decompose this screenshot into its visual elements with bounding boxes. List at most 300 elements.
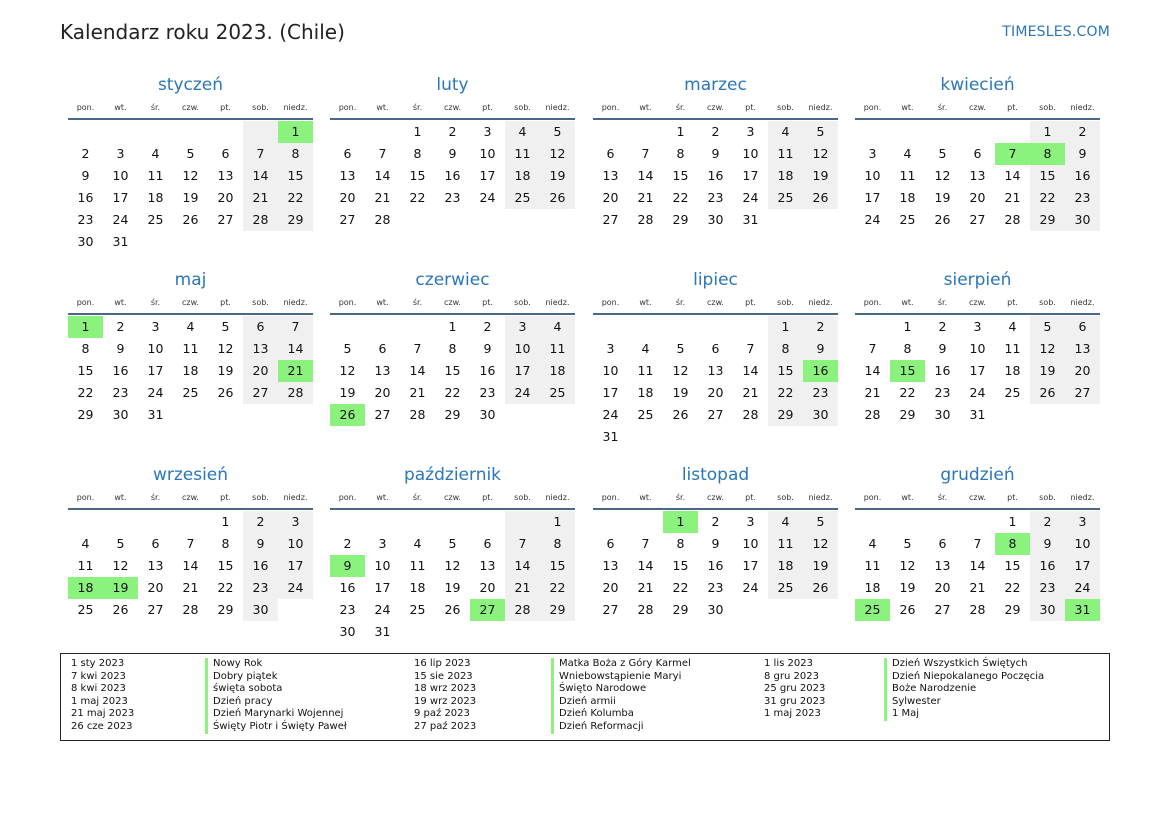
day-cell: 9 (483, 341, 492, 356)
day-cell: 12 (672, 363, 689, 378)
day-cell: 29 (444, 407, 461, 422)
day-cell: 7 (378, 146, 387, 161)
day-cell: 23 (243, 577, 278, 599)
day-cell: 20 (969, 190, 986, 205)
day-cell: 30 (77, 234, 94, 249)
day-cell: 31 (374, 624, 391, 639)
weekday-label: wt. (376, 493, 389, 502)
month-divider (330, 118, 575, 120)
day-cell: 12 (112, 558, 129, 573)
day-cell: 20 (934, 580, 951, 595)
weekday-label: pon. (601, 298, 620, 307)
day-cell: 8 (540, 533, 575, 555)
day-cell: 16 (707, 168, 724, 183)
day-cell: 7 (243, 143, 278, 165)
day-cell: 5 (343, 341, 352, 356)
day-cell: 11 (864, 558, 881, 573)
day-cell: 13 (479, 558, 496, 573)
day-cell: 17 (1065, 555, 1100, 577)
holiday-day-cell: 27 (470, 599, 505, 621)
weekday-label: niedz. (545, 493, 570, 502)
day-cell: 5 (903, 536, 912, 551)
day-cell: 29 (217, 602, 234, 617)
legend-holiday-name: Nowy Rok (205, 658, 347, 671)
day-cell: 3 (973, 319, 982, 334)
legend-names-column (884, 658, 1044, 721)
day-cell: 26 (672, 407, 689, 422)
month-name: marzec (684, 75, 747, 95)
legend-date: 18 wrz 2023 (414, 683, 477, 695)
day-cell: 24 (864, 212, 881, 227)
day-cell: 21 (637, 580, 654, 595)
day-cell: 10 (505, 338, 540, 360)
day-cell: 1 (540, 511, 575, 533)
day-cell: 2 (343, 536, 352, 551)
month-name: lipiec (693, 270, 738, 290)
day-cell: 15 (217, 558, 234, 573)
day-cell: 13 (243, 338, 278, 360)
weekday-label: śr. (150, 298, 161, 307)
day-cell: 24 (374, 602, 391, 617)
weekday-label: sob. (252, 298, 269, 307)
day-cell: 26 (182, 212, 199, 227)
day-cell: 21 (637, 190, 654, 205)
day-cell: 9 (711, 536, 720, 551)
legend-dates-column (414, 658, 476, 734)
month-name: wrzesień (152, 465, 229, 485)
day-cell: 31 (742, 212, 759, 227)
day-cell: 8 (768, 338, 803, 360)
day-cell: 13 (707, 363, 724, 378)
day-cell: 24 (742, 190, 759, 205)
holiday-day-cell: 31 (1065, 599, 1100, 621)
weekend-blank-cell (243, 121, 278, 143)
day-cell: 10 (742, 146, 759, 161)
weekday-label: sob. (1039, 103, 1056, 112)
month-name: luty (436, 75, 469, 95)
day-cell: 6 (151, 536, 160, 551)
day-cell: 5 (186, 146, 195, 161)
day-cell: 17 (969, 363, 986, 378)
weekday-label: śr. (675, 493, 686, 502)
weekday-label: śr. (412, 103, 423, 112)
day-cell: 3 (151, 319, 160, 334)
weekday-label: sob. (252, 103, 269, 112)
day-cell: 26 (217, 385, 234, 400)
month-divider (68, 508, 313, 510)
day-cell: 19 (182, 190, 199, 205)
weekday-label: pon. (338, 103, 357, 112)
day-cell: 9 (116, 341, 125, 356)
weekday-label: śr. (412, 298, 423, 307)
weekday-label: czw. (969, 298, 986, 307)
legend-holiday-name: Dzień Kolumba (551, 708, 691, 721)
day-cell: 10 (278, 533, 313, 555)
day-cell: 14 (182, 558, 199, 573)
day-cell: 4 (903, 146, 912, 161)
day-cell: 3 (746, 124, 755, 139)
day-cell: 2 (483, 319, 492, 334)
legend-holiday-name: Święty Piotr i Święty Paweł (205, 721, 347, 734)
day-cell: 30 (707, 602, 724, 617)
day-cell: 20 (479, 580, 496, 595)
day-cell: 16 (77, 190, 94, 205)
legend-date: 1 maj 2023 (764, 708, 821, 720)
day-cell: 5 (540, 121, 575, 143)
day-cell: 15 (540, 555, 575, 577)
day-cell: 11 (147, 168, 164, 183)
day-cell: 14 (374, 168, 391, 183)
day-cell: 13 (147, 558, 164, 573)
day-cell: 25 (182, 385, 199, 400)
legend-date: 1 maj 2023 (71, 695, 128, 707)
day-cell: 27 (1065, 382, 1100, 404)
day-cell: 21 (505, 577, 540, 599)
legend-date: 21 maj 2023 (71, 708, 135, 720)
day-cell: 27 (374, 407, 391, 422)
day-cell: 25 (147, 212, 164, 227)
day-cell: 2 (81, 146, 90, 161)
day-cell: 23 (339, 602, 356, 617)
holiday-day-cell: 15 (890, 360, 925, 382)
day-cell: 2 (243, 511, 278, 533)
day-cell: 16 (707, 558, 724, 573)
legend-holiday-name: Dobry piątek (205, 671, 347, 684)
weekday-label: wt. (376, 298, 389, 307)
weekday-label: niedz. (1070, 298, 1095, 307)
weekday-label: pon. (338, 493, 357, 502)
day-cell: 18 (409, 580, 426, 595)
day-cell: 28 (182, 602, 199, 617)
day-cell: 8 (448, 341, 457, 356)
day-cell: 24 (1065, 577, 1100, 599)
day-cell: 7 (186, 536, 195, 551)
day-cell: 4 (151, 146, 160, 161)
day-cell: 13 (374, 363, 391, 378)
day-cell: 27 (602, 212, 619, 227)
brand-link[interactable]: TIMESLES.COM (1002, 24, 1110, 40)
day-cell: 18 (182, 363, 199, 378)
weekday-label: pt. (220, 103, 231, 112)
weekday-label: niedz. (1070, 493, 1095, 502)
day-cell: 2 (1065, 121, 1100, 143)
weekday-label: czw. (444, 493, 461, 502)
day-cell: 27 (969, 212, 986, 227)
weekday-label: śr. (937, 493, 948, 502)
day-cell: 12 (899, 558, 916, 573)
day-cell: 27 (339, 212, 356, 227)
day-cell: 1 (221, 514, 230, 529)
day-cell: 15 (444, 363, 461, 378)
day-cell: 9 (243, 533, 278, 555)
day-cell: 22 (1004, 580, 1021, 595)
day-cell: 13 (602, 168, 619, 183)
day-cell: 25 (899, 212, 916, 227)
day-cell: 11 (768, 143, 803, 165)
day-cell: 4 (868, 536, 877, 551)
day-cell: 17 (374, 580, 391, 595)
day-cell: 3 (1065, 511, 1100, 533)
day-cell: 10 (374, 558, 391, 573)
day-cell: 7 (641, 536, 650, 551)
day-cell: 9 (938, 341, 947, 356)
weekday-label: pt. (482, 298, 493, 307)
day-cell: 3 (746, 514, 755, 529)
legend-holiday-name: święta sobota (205, 683, 347, 696)
legend-holiday-name: Wniebowstąpienie Maryi (551, 671, 691, 684)
day-cell: 29 (1030, 209, 1065, 231)
day-cell: 17 (112, 190, 129, 205)
day-cell: 23 (444, 190, 461, 205)
weekday-label: czw. (182, 493, 199, 502)
day-cell: 16 (479, 363, 496, 378)
holiday-day-cell: 1 (663, 511, 698, 533)
day-cell: 10 (742, 536, 759, 551)
day-cell: 26 (899, 602, 916, 617)
day-cell: 26 (803, 577, 838, 599)
weekday-label: czw. (707, 103, 724, 112)
day-cell: 14 (742, 363, 759, 378)
weekday-label: pon. (863, 103, 882, 112)
weekday-label: sob. (777, 493, 794, 502)
day-cell: 16 (339, 580, 356, 595)
day-cell: 11 (899, 168, 916, 183)
day-cell: 7 (746, 341, 755, 356)
legend-date: 26 cze 2023 (71, 720, 133, 732)
day-cell: 3 (505, 316, 540, 338)
day-cell: 17 (742, 558, 759, 573)
day-cell: 19 (540, 165, 575, 187)
legend-date: 15 sie 2023 (414, 670, 473, 682)
day-cell: 5 (676, 341, 685, 356)
day-cell: 20 (243, 360, 278, 382)
day-cell: 11 (182, 341, 199, 356)
day-cell: 4 (768, 511, 803, 533)
legend-holiday-name: Dzień Marynarki Wojennej (205, 708, 347, 721)
day-cell: 28 (374, 212, 391, 227)
holiday-day-cell: 8 (995, 533, 1030, 555)
legend-date: 16 lip 2023 (414, 658, 471, 669)
day-cell: 25 (768, 577, 803, 599)
legend-holiday-name: Dzień armii (551, 696, 691, 709)
day-cell: 1 (448, 319, 457, 334)
weekday-label: niedz. (808, 103, 833, 112)
day-cell: 29 (768, 404, 803, 426)
weekday-label: niedz. (808, 493, 833, 502)
holiday-day-cell: 1 (68, 316, 103, 338)
day-cell: 30 (112, 407, 129, 422)
day-cell: 22 (217, 580, 234, 595)
day-cell: 3 (868, 146, 877, 161)
day-cell: 2 (803, 316, 838, 338)
day-cell: 4 (768, 121, 803, 143)
day-cell: 5 (803, 121, 838, 143)
day-cell: 18 (1004, 363, 1021, 378)
day-cell: 14 (278, 338, 313, 360)
month-divider (68, 118, 313, 120)
day-cell: 9 (711, 146, 720, 161)
day-cell: 14 (243, 165, 278, 187)
day-cell: 31 (147, 407, 164, 422)
day-cell: 13 (969, 168, 986, 183)
day-cell: 24 (112, 212, 129, 227)
month-divider (68, 313, 313, 315)
day-cell: 16 (112, 363, 129, 378)
day-cell: 22 (77, 385, 94, 400)
day-cell: 13 (934, 558, 951, 573)
day-cell: 3 (378, 536, 387, 551)
day-cell: 4 (186, 319, 195, 334)
day-cell: 12 (339, 363, 356, 378)
day-cell: 25 (505, 187, 540, 209)
day-cell: 29 (672, 212, 689, 227)
day-cell: 17 (742, 168, 759, 183)
day-cell: 9 (1065, 143, 1100, 165)
day-cell: 20 (1065, 360, 1100, 382)
weekday-label: śr. (937, 103, 948, 112)
day-cell: 28 (243, 209, 278, 231)
day-cell: 25 (540, 382, 575, 404)
day-cell: 26 (803, 187, 838, 209)
day-cell: 21 (864, 385, 881, 400)
day-cell: 17 (479, 168, 496, 183)
weekday-label: czw. (707, 298, 724, 307)
weekday-label: pt. (1007, 103, 1018, 112)
day-cell: 1 (768, 316, 803, 338)
weekday-label: niedz. (283, 493, 308, 502)
day-cell: 3 (606, 341, 615, 356)
day-cell: 28 (969, 602, 986, 617)
holiday-day-cell: 8 (1030, 143, 1065, 165)
day-cell: 6 (243, 316, 278, 338)
day-cell: 28 (505, 599, 540, 621)
month-divider (330, 508, 575, 510)
day-cell: 22 (409, 190, 426, 205)
legend-holiday-name: 1 Maj (884, 708, 1044, 721)
day-cell: 28 (742, 407, 759, 422)
holiday-day-cell: 25 (855, 599, 890, 621)
day-cell: 24 (479, 190, 496, 205)
weekday-label: pon. (338, 298, 357, 307)
day-cell: 17 (602, 385, 619, 400)
day-cell: 15 (672, 558, 689, 573)
weekday-label: czw. (969, 103, 986, 112)
weekday-label: wt. (114, 298, 127, 307)
month-name: grudzień (940, 465, 1015, 485)
day-cell: 29 (1004, 602, 1021, 617)
day-cell: 19 (803, 555, 838, 577)
weekday-label: pt. (482, 103, 493, 112)
day-cell: 23 (803, 382, 838, 404)
weekday-label: niedz. (808, 298, 833, 307)
day-cell: 21 (409, 385, 426, 400)
day-cell: 15 (1030, 165, 1065, 187)
day-cell: 16 (1065, 165, 1100, 187)
day-cell: 5 (116, 536, 125, 551)
legend-holiday-name: Boże Narodzenie (884, 683, 1044, 696)
day-cell: 2 (938, 319, 947, 334)
legend-holiday-name: Dzień Reformacji (551, 721, 691, 734)
day-cell: 22 (444, 385, 461, 400)
day-cell: 12 (540, 143, 575, 165)
day-cell: 12 (803, 143, 838, 165)
day-cell: 4 (1008, 319, 1017, 334)
day-cell: 4 (505, 121, 540, 143)
day-cell: 6 (221, 146, 230, 161)
day-cell: 11 (768, 533, 803, 555)
holiday-day-cell: 26 (330, 404, 365, 426)
day-cell: 2 (116, 319, 125, 334)
day-cell: 9 (803, 338, 838, 360)
weekday-label: pt. (1007, 298, 1018, 307)
day-cell: 28 (864, 407, 881, 422)
day-cell: 7 (505, 533, 540, 555)
day-cell: 31 (602, 429, 619, 444)
day-cell: 19 (934, 190, 951, 205)
legend-dates-column (764, 658, 825, 721)
day-cell: 1 (1030, 121, 1065, 143)
day-cell: 21 (742, 385, 759, 400)
day-cell: 5 (1030, 316, 1065, 338)
day-cell: 29 (899, 407, 916, 422)
day-cell: 8 (81, 341, 90, 356)
day-cell: 31 (969, 407, 986, 422)
day-cell: 8 (676, 536, 685, 551)
day-cell: 19 (672, 385, 689, 400)
legend-holiday-name: Dzień pracy (205, 696, 347, 709)
day-cell: 6 (1065, 316, 1100, 338)
month-name: kwiecień (940, 75, 1015, 95)
day-cell: 30 (803, 404, 838, 426)
day-cell: 10 (479, 146, 496, 161)
day-cell: 10 (602, 363, 619, 378)
weekday-label: niedz. (545, 103, 570, 112)
holiday-day-cell: 9 (330, 555, 365, 577)
day-cell: 6 (973, 146, 982, 161)
weekday-label: sob. (514, 298, 531, 307)
weekday-label: pon. (76, 493, 95, 502)
day-cell: 12 (217, 341, 234, 356)
day-cell: 28 (278, 382, 313, 404)
day-cell: 23 (1030, 577, 1065, 599)
weekday-label: niedz. (283, 298, 308, 307)
day-cell: 3 (116, 146, 125, 161)
day-cell: 20 (147, 580, 164, 595)
weekday-label: czw. (444, 298, 461, 307)
day-cell: 11 (637, 363, 654, 378)
day-cell: 11 (409, 558, 426, 573)
legend-holiday-name: Święto Narodowe (551, 683, 691, 696)
weekday-label: sob. (514, 103, 531, 112)
day-cell: 9 (81, 168, 90, 183)
day-cell: 29 (77, 407, 94, 422)
day-cell: 18 (540, 360, 575, 382)
weekday-label: czw. (969, 493, 986, 502)
day-cell: 30 (243, 599, 278, 621)
weekday-label: wt. (114, 493, 127, 502)
weekday-label: sob. (1039, 493, 1056, 502)
day-cell: 23 (707, 190, 724, 205)
day-cell: 6 (711, 341, 720, 356)
day-cell: 19 (339, 385, 356, 400)
legend-date: 1 sty 2023 (71, 658, 125, 669)
day-cell: 2 (1030, 511, 1065, 533)
day-cell: 14 (969, 558, 986, 573)
month-name: sierpień (943, 270, 1012, 290)
day-cell: 31 (112, 234, 129, 249)
weekday-label: niedz. (1070, 103, 1095, 112)
day-cell: 15 (409, 168, 426, 183)
